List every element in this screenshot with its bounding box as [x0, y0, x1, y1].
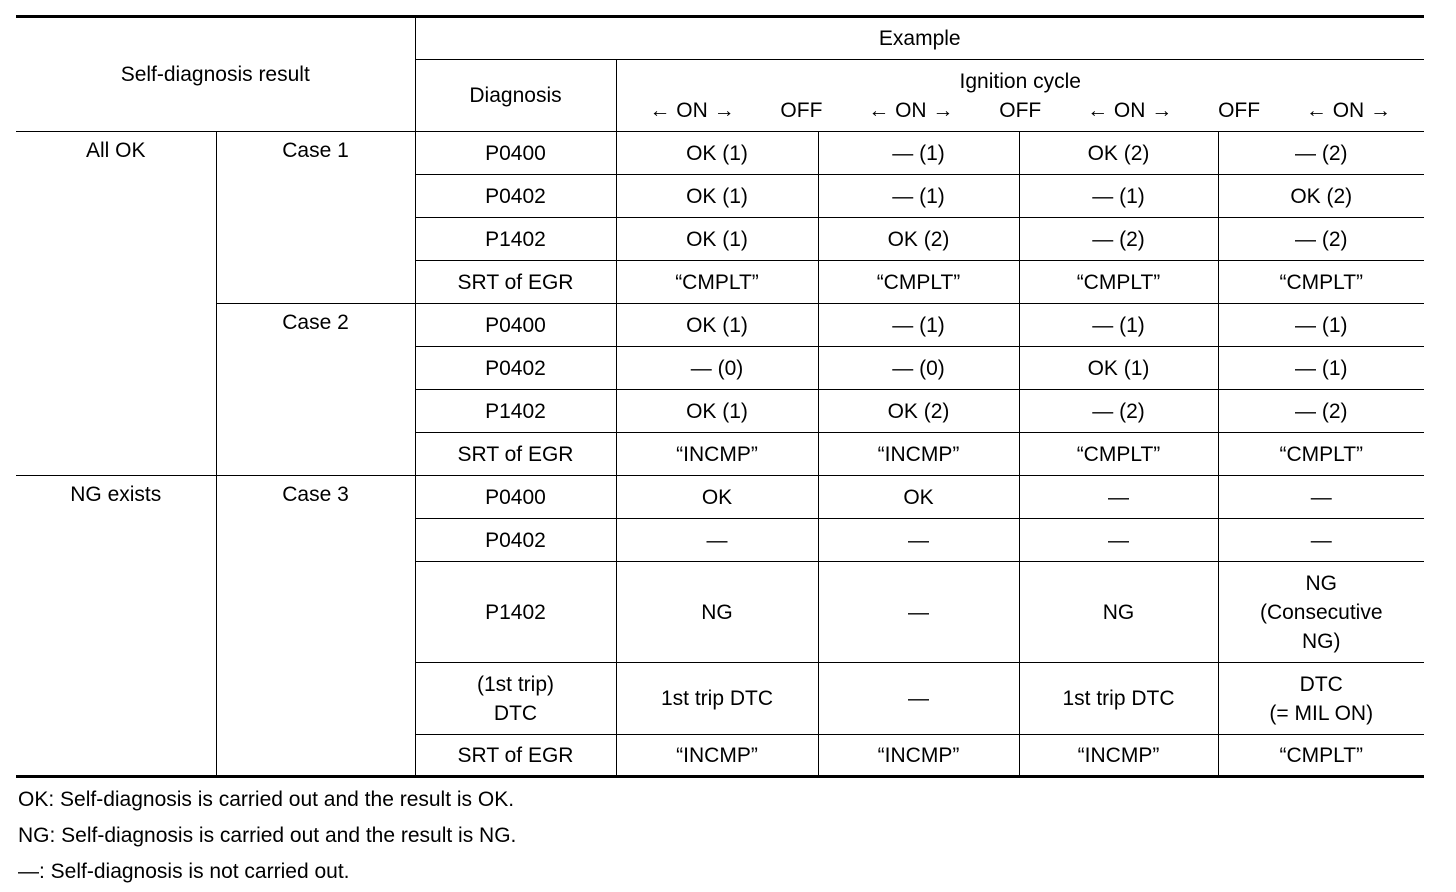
result-cell: DTC (= MIL ON) [1218, 663, 1424, 735]
result-cell: “CMPLT” [1218, 735, 1424, 777]
result-cell: OK (1) [616, 304, 818, 347]
result-cell: — (2) [1019, 390, 1218, 433]
diagnosis-cell: (1st trip) DTC [415, 663, 616, 735]
result-cell: — [1019, 476, 1218, 519]
diagnosis-cell: P0400 [415, 476, 616, 519]
ignition-cycle-step: OFF [999, 98, 1042, 122]
group-label: NG exists [16, 476, 216, 777]
result-cell: “INCMP” [616, 735, 818, 777]
result-cell: 1st trip DTC [1019, 663, 1218, 735]
result-cell: — (1) [1218, 304, 1424, 347]
diagnosis-cell: P0400 [415, 304, 616, 347]
ignition-cycle-title: Ignition cycle [959, 69, 1081, 93]
diagnosis-cell: P1402 [415, 562, 616, 663]
header-row [16, 17, 1424, 60]
table-row [16, 132, 1424, 175]
diagnosis-cell: SRT of EGR [415, 433, 616, 476]
result-cell: “INCMP” [1019, 735, 1218, 777]
result-cell: OK (2) [1019, 132, 1218, 175]
result-cell: — (1) [818, 304, 1019, 347]
diagnosis-cell: P0400 [415, 132, 616, 175]
note-dash: —: Self-diagnosis is not carried out. [18, 860, 350, 883]
result-cell: OK (1) [616, 175, 818, 218]
result-cell: — [1218, 519, 1424, 562]
result-cell: OK (2) [818, 390, 1019, 433]
result-cell: NG [1019, 562, 1218, 663]
result-cell: — (1) [1019, 175, 1218, 218]
result-cell: — (1) [818, 132, 1019, 175]
example-header: Example [415, 17, 1424, 60]
ignition-cycle-step: ← ON → [1087, 98, 1173, 122]
result-cell: — [1218, 476, 1424, 519]
result-cell: OK (1) [616, 218, 818, 261]
result-cell: OK (2) [818, 218, 1019, 261]
note-ok: OK: Self-diagnosis is carried out and the result is OK. [18, 788, 515, 811]
self-diagnosis-result-header: Self-diagnosis result [16, 17, 415, 132]
result-cell: — [616, 519, 818, 562]
diagnosis-cell: P0402 [415, 175, 616, 218]
result-cell: — [818, 663, 1019, 735]
ignition-cycle-header [616, 60, 1424, 132]
self-diagnosis-table [16, 15, 1424, 778]
ignition-cycle-step: ← ON → [1305, 98, 1392, 122]
diagnosis-cell: SRT of EGR [415, 261, 616, 304]
result-cell: OK [616, 476, 818, 519]
result-cell: — (0) [616, 347, 818, 390]
diagnosis-cell: P1402 [415, 390, 616, 433]
result-cell: NG [616, 562, 818, 663]
result-cell: 1st trip DTC [616, 663, 818, 735]
result-cell: — (2) [1218, 132, 1424, 175]
note-ng: NG: Self-diagnosis is carried out and the result is NG. [18, 824, 517, 847]
result-cell: — (1) [1218, 347, 1424, 390]
ignition-cycle-step: OFF [780, 98, 823, 122]
ignition-cycle-sequence [617, 96, 1425, 125]
diagnosis-cell: P0402 [415, 519, 616, 562]
result-cell: — (2) [1218, 218, 1424, 261]
result-cell: “INCMP” [818, 735, 1019, 777]
diagnosis-cell: SRT of EGR [415, 735, 616, 777]
legend-notes [18, 782, 516, 890]
result-cell: — (0) [818, 347, 1019, 390]
result-cell: — (2) [1019, 218, 1218, 261]
result-cell: OK [818, 476, 1019, 519]
result-cell: “CMPLT” [616, 261, 818, 304]
result-cell: NG (Consecutive NG) [1218, 562, 1424, 663]
result-cell: OK (1) [1019, 347, 1218, 390]
table-row [16, 304, 1424, 347]
group-label: All OK [16, 132, 216, 476]
diagnosis-cell: P0402 [415, 347, 616, 390]
result-cell: OK (1) [616, 132, 818, 175]
result-cell: OK (1) [616, 390, 818, 433]
result-cell: OK (2) [1218, 175, 1424, 218]
ignition-cycle-step: ← ON → [868, 98, 954, 122]
table-row [16, 476, 1424, 519]
result-cell: “INCMP” [818, 433, 1019, 476]
ignition-cycle-step: ← ON → [649, 98, 735, 122]
case-label: Case 2 [216, 304, 415, 476]
ignition-cycle-step: OFF [1218, 98, 1261, 122]
result-cell: “CMPLT” [1218, 433, 1424, 476]
case-label: Case 1 [216, 132, 415, 304]
diagnosis-cell: P1402 [415, 218, 616, 261]
result-cell: — [818, 562, 1019, 663]
result-cell: “CMPLT” [1218, 261, 1424, 304]
result-cell: — (1) [818, 175, 1019, 218]
result-cell: — (1) [1019, 304, 1218, 347]
result-cell: — [818, 519, 1019, 562]
result-cell: — [1019, 519, 1218, 562]
result-cell: “INCMP” [616, 433, 818, 476]
diagnosis-header: Diagnosis [415, 60, 616, 132]
case-label: Case 3 [216, 476, 415, 777]
result-cell: “CMPLT” [818, 261, 1019, 304]
result-cell: “CMPLT” [1019, 261, 1218, 304]
result-cell: “CMPLT” [1019, 433, 1218, 476]
result-cell: — (2) [1218, 390, 1424, 433]
